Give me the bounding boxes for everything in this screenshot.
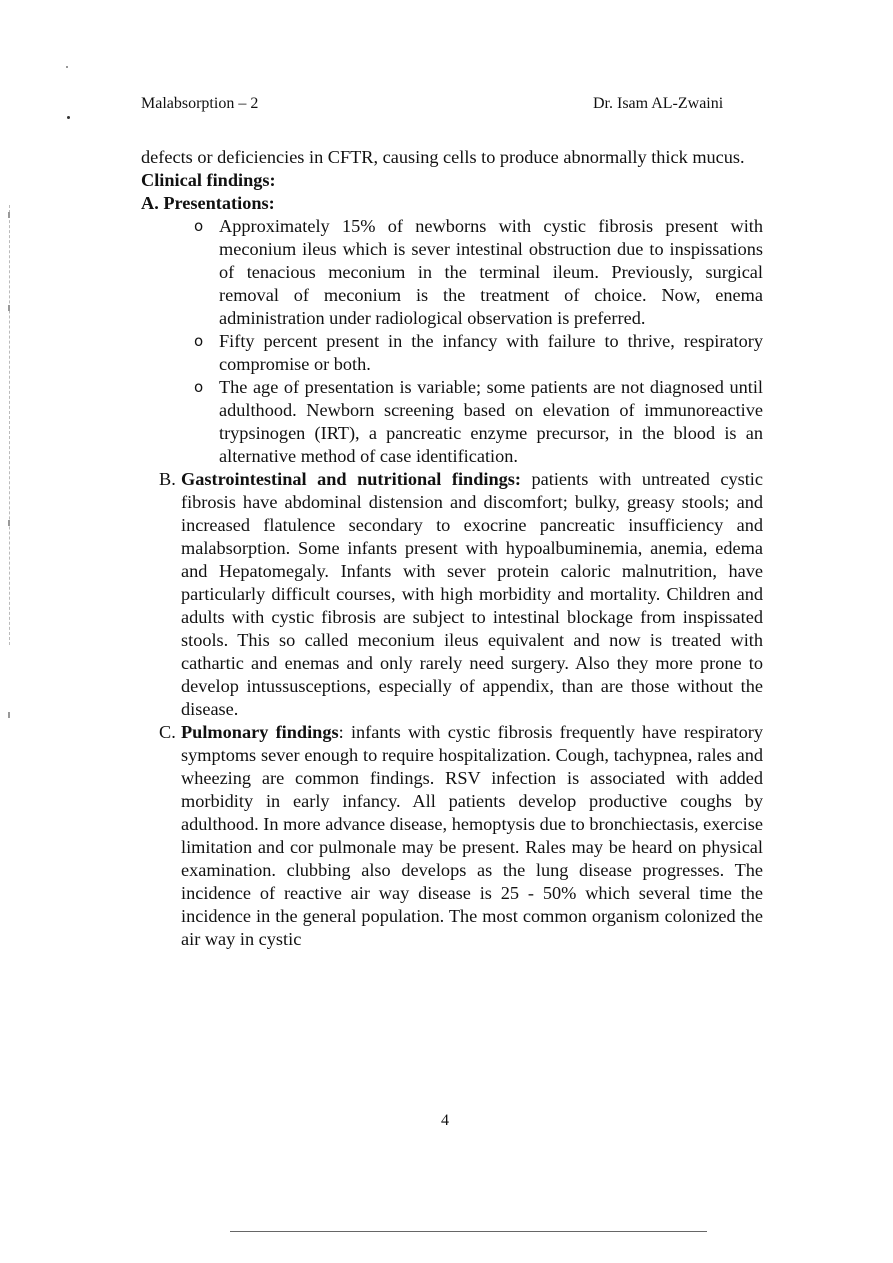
- bullet-circle-icon: o: [194, 378, 204, 396]
- scan-artifact-dot: [66, 66, 68, 68]
- section-text: patients with untreated cystic fibrosis have abdominal distension and discomfort; bulky, greasy stools; and increased flatulence secondary to exocrine pancreatic insufficiency and malabsorption. Some infants present with hypoalbuminemia, anemia, edema and Hepatomegaly. Infants with sever protein caloric malnutrition, have particularly difficult courses, with high morbidity and mortality. Children and adults with cystic fibrosis are subject to intestinal blockage from inspissated stools. This so called meconium ileus equivalent and now is treated with cathartic and enemas and only rarely need surgery. Also they more prone to develop intussusceptions, especially of appendix, than are those without the disease.: [181, 469, 763, 719]
- page-number: 4: [441, 1112, 449, 1129]
- intro-paragraph: defects or deficiencies in CFTR, causing cells to produce abnormally thick mucus.: [141, 147, 745, 167]
- gastrointestinal-section: [141, 468, 763, 721]
- scan-edge-tick: [8, 305, 10, 311]
- section-text: : infants with cystic fibrosis frequently have respiratory symptoms sever enough to require hospitalization. Cough, tachypnea, rales and wheezing are common findings. RSV infection is associated with added morbidity in early infancy. All patients develop productive coughs by adulthood. In more advance disease, hemoptysis due to bronchiectasis, exercise limitation and cor pulmonale may be present. Rales may be heard on physical examination. clubbing also develops as the lung disease progresses. The incidence of reactive air way disease is 25 - 50% which several time the incidence in the general population. The most common organism colonized the air way in cystic: [181, 722, 764, 949]
- list-item-text: The age of presentation is variable; some patients are not diagnosed until adulthood. Newborn screening based on elevation of immunoreactive trypsinogen (IRT), a pancreatic enzyme precursor, in the blood is an alternative method of case identification.: [219, 377, 763, 466]
- bullet-circle-icon: o: [194, 332, 204, 350]
- list-item: [141, 376, 763, 468]
- clinical-findings-heading: Clinical findings:: [141, 170, 276, 190]
- pulmonary-section: [141, 721, 763, 951]
- list-item-text: Approximately 15% of newborns with cystic fibrosis present with meconium ileus which is sever intestinal obstruction due to inspissations of tenacious meconium in the terminal ileum. Previously, surgical removal of meconium is the treatment of choice. Now, enema administration under radiological observation is preferred.: [219, 216, 763, 328]
- scan-edge-tick: [8, 520, 10, 526]
- footer-rule: [230, 1231, 707, 1232]
- section-letter: C.: [159, 722, 176, 742]
- list-item: [141, 330, 763, 376]
- presentations-heading: A. Presentations:: [141, 193, 275, 213]
- list-item: [141, 215, 763, 330]
- running-header-author: Dr. Isam AL-Zwaini: [593, 95, 724, 112]
- scan-edge-tick: [8, 212, 10, 218]
- section-title: Pulmonary findings: [181, 722, 339, 742]
- scan-edge-line: [9, 205, 11, 645]
- scan-artifact-dot: [67, 116, 70, 119]
- scan-edge-tick: [8, 712, 10, 718]
- list-item-text: Fifty percent present in the infancy with failure to thrive, respiratory compromise or both.: [219, 331, 763, 374]
- document-body: [141, 146, 763, 951]
- bullet-circle-icon: o: [194, 217, 204, 235]
- running-header-title: Malabsorption – 2: [141, 95, 259, 112]
- presentations-list: [141, 215, 763, 468]
- section-title: Gastrointestinal and nutritional findings:: [181, 469, 521, 489]
- section-letter: B.: [159, 469, 176, 489]
